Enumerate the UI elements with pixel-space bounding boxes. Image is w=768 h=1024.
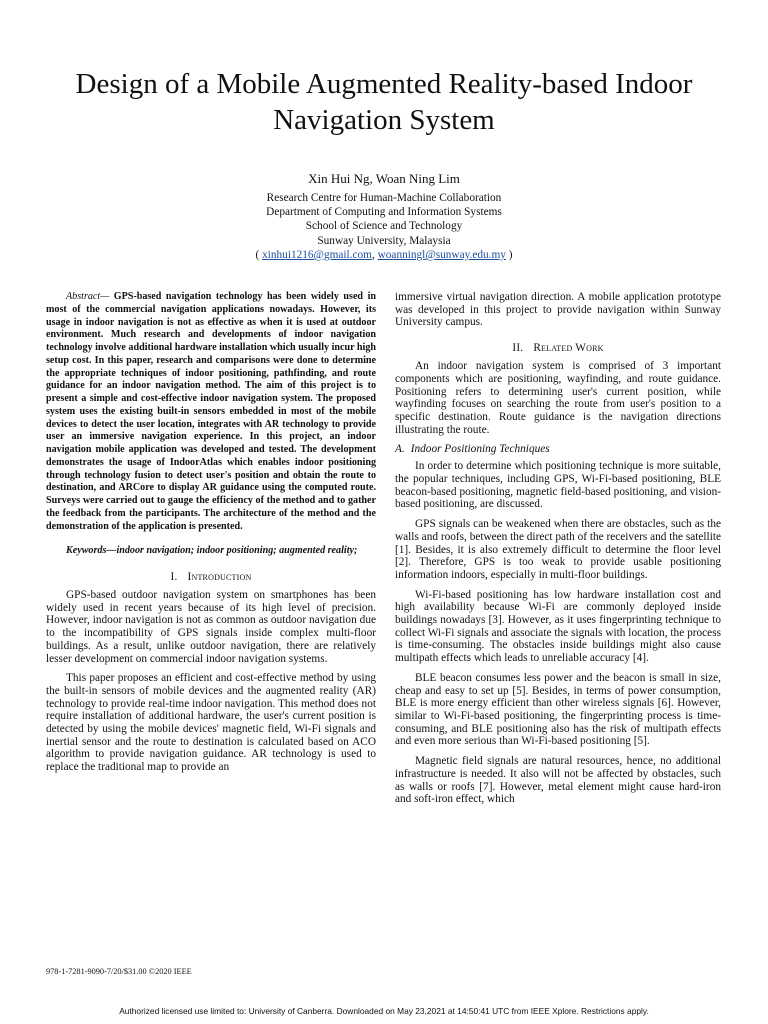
paragraph: Magnetic field signals are natural resources, hence, no additional infrastructure is needed. It also will not be affected by obstacles, such as walls or roofs [7]. However, metal element might cause hard-iron and soft-iron effect, which bbox=[395, 755, 721, 806]
subsection-heading-positioning bbox=[395, 443, 721, 456]
affiliation-line: School of Science and Technology bbox=[305, 220, 463, 233]
title-line-1: Design of a Mobile Augmented Reality-based Indoor bbox=[75, 68, 693, 100]
email-link-2[interactable]: woanningl@sunway.edu.my bbox=[377, 248, 506, 261]
abstract bbox=[46, 291, 376, 533]
paragraph: GPS-based outdoor navigation system on smartphones has been widely used in recent years because of its high level of precision. However, indoor navigation is not as common as outdoor navigation due to the incompatibility of GPS signals inside complex multi-floor buildings. As a result, unlike outdoor navigation, there are relatively lesser development on commercial indoor navigation systems. bbox=[46, 589, 376, 665]
paragraph: In order to determine which positioning technique is more suitable, the popular techniques, including GPS, Wi-Fi-based positioning, BLE beacon-based positioning, magnetic field-based positioning, and vision-based positioning, are discussed. bbox=[395, 460, 721, 511]
section-heading-related-work bbox=[395, 342, 721, 355]
affiliation-line: Department of Computing and Information Systems bbox=[266, 206, 502, 219]
section-number: II. bbox=[512, 342, 524, 355]
abstract-label: Abstract— bbox=[66, 291, 110, 302]
abstract-text: GPS-based navigation technology has been widely used in most of the commercial navigation applications nowadays. However, its usage in indoor navigation is not as effective as when it is used at outdoor environment. Much research and developments of indoor navigation technology involve additional hardware installation which usually incur high setup cost. In this paper, research and comparisons were done to determine the appropriate techniques of indoor positioning, pathfinding, and route guidance for an indoor navigation method. The aim of this project is to present a simple and cost-effective indoor navigation system. The proposed system uses the existing built-in sensors embedded in most of the mobile devices to detect the user location, integrates with AR technology to provide user an immersive navigation experience. In this project, an indoor navigation mobile application was developed and tested. The development demonstrates the usage of IndoorAtlas which enables indoor positioning through technology fusion to detect user's position and obtain the route to destination, and ARCore to display AR guidance using the computed route. Surveys were carried out to gauge the efficiency of the method and to gather the feedback from the participants. The architecture of the method and the demonstration of the application is presented. bbox=[46, 291, 376, 532]
email-separator: , bbox=[371, 248, 378, 261]
paper-title bbox=[40, 66, 728, 138]
section-title: Related Work bbox=[533, 342, 604, 355]
left-column bbox=[46, 291, 376, 781]
affiliation-line: Research Centre for Human-Machine Collaboration bbox=[266, 192, 502, 204]
author-names: Xin Hui Ng, Woan Ning Lim bbox=[308, 171, 460, 186]
paragraph: GPS signals can be weakened when there are obstacles, such as the walls and roofs, between the direct path of the receivers and the satellite [1]. Besides, it is also extremely difficult to determine the floor level [2]. Therefore, GPS is too weak to provide usable positioning information indoors, especially in multi-floor buildings. bbox=[395, 518, 721, 581]
subsection-title: Indoor Positioning Techniques bbox=[410, 443, 550, 456]
keywords bbox=[46, 545, 376, 558]
paragraph: This paper proposes an efficient and cost-effective method by using the built-in sensors of mobile devices and the augmented reality (AR) technology to provide real-time indoor navigation. This method does not require installation of additional hardware, the user's current position is detected by using the mobile devices' magnetic field, Wi-Fi signals and inertial sensor and the route to destination is calculated based on ACO algorithm to provide navigation guidance. AR technology is used to replace the traditional map to provide an bbox=[46, 672, 376, 774]
affiliation-block bbox=[40, 191, 728, 262]
license-footer: Authorized licensed use limited to: University of Canberra. Downloaded on May 23,2021 at 14:50:41 UTC from IEEE Xplore. Restrictions apply. bbox=[119, 1006, 649, 1016]
paragraph: An indoor navigation system is comprised of 3 important components which are positioning, wayfinding, and route guidance. Positioning refers to determining user's current position, while wayfinding focuses on searching the route from user's position to a specific destination. Route guidance is the navigation directions illustrating the route. bbox=[395, 360, 721, 436]
subsection-number: A. bbox=[395, 443, 405, 456]
email-link-1[interactable]: xinhui1216@gmail.com bbox=[262, 248, 372, 261]
paragraph: Wi-Fi-based positioning has low hardware installation cost and high availability because Wi-Fi are commonly deployed inside buildings nowadays [3]. However, as it uses fingerprinting technique to collect Wi-Fi signals and associate the signals with location, the process is time-consuming. The obstacles inside buildings might also cause multipath effects which leads to unreliable accuracy [4]. bbox=[395, 588, 721, 665]
email-line bbox=[40, 248, 728, 262]
affiliation-line: Sunway University, Malaysia bbox=[317, 234, 451, 247]
email-close-paren: ) bbox=[505, 248, 513, 261]
paragraph-continued: immersive virtual navigation direction. A mobile application prototype was developed in this project to provide navigation within Sunway University campus. bbox=[395, 291, 721, 329]
isbn-footer: 978-1-7281-9090-7/20/$31.00 ©2020 IEEE bbox=[46, 967, 192, 976]
keywords-label: Keywords— bbox=[66, 545, 117, 557]
keywords-text: indoor navigation; indoor positioning; augmented reality; bbox=[116, 545, 358, 557]
right-column bbox=[395, 291, 721, 813]
section-number: I. bbox=[170, 571, 178, 583]
email-open-paren: ( bbox=[255, 248, 263, 261]
section-heading-introduction bbox=[46, 571, 376, 584]
title-line-2: Navigation System bbox=[273, 104, 495, 136]
paragraph: BLE beacon consumes less power and the beacon is small in size, cheap and easy to set up [5]. Besides, in terms of power consumption, BLE is more energy efficient than other wireless signals [6]. However, similar to Wi-Fi-based positioning, the fingerprinting process is time-consuming, and BLE positioning also has the risk of multipath effects and even more serious than Wi-Fi-based positioning [5]. bbox=[395, 671, 721, 748]
section-title: Introduction bbox=[187, 571, 252, 583]
